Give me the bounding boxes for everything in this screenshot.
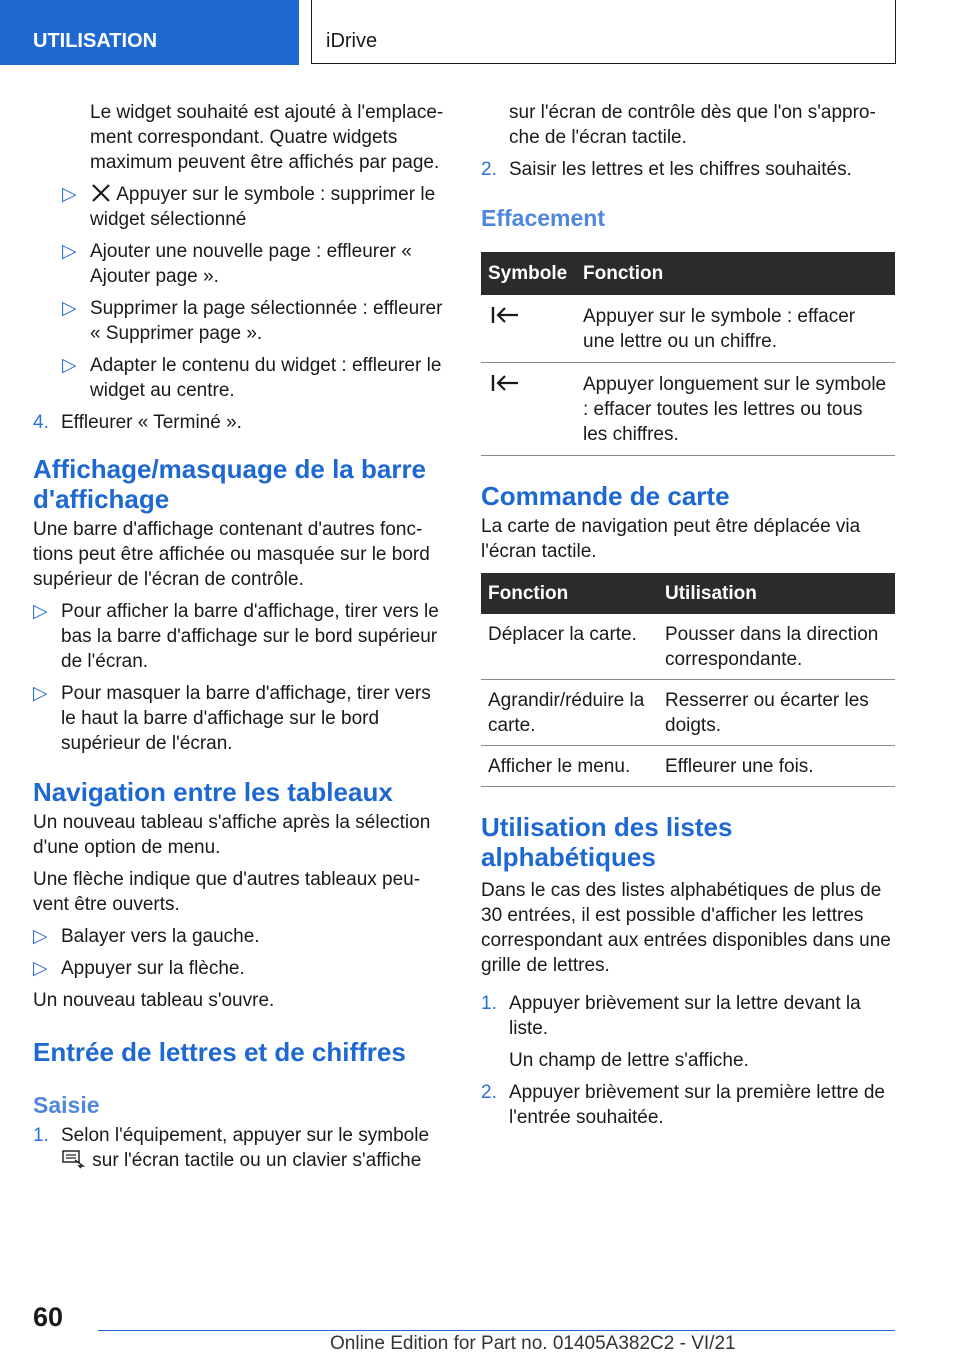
bullet-marker: ▷ [62,298,77,319]
left-column [33,100,448,1173]
bullet-text: Balayer vers la gauche. [61,926,260,947]
bullet-text: Adapter le contenu du widget : effleurer le widget au centre. [90,355,442,401]
table-header-cell: Fonction [481,573,659,614]
table-header-row [481,252,895,295]
table-cell: Agrandir/réduire la carte. [481,680,659,746]
step-text: Selon l'équipement, appuyer sur le symbole [61,1125,430,1146]
step-text: Saisir les lettres et les chiffres souhaités. [509,159,852,180]
bullet-text: Pour masquer la barre d'affichage, tirer vers le haut la barre d'affichage sur le bord supérieur de l'écran. [61,683,431,754]
footer-divider [98,1330,895,1331]
list-item [33,182,448,232]
bullet-marker: ▷ [33,683,48,704]
header-chapter-tab [311,0,896,64]
step-text-continued: sur l'écran tactile ou un clavier s'affiche [92,1150,422,1171]
footer-edition: Online Edition for Part no. 01405A382C2 - VI/21 [330,1333,736,1354]
bullet-text: Ajouter une nouvelle page : effleurer « Ajouter page ». [90,241,412,287]
table-cell: Afficher le menu. [481,746,659,787]
page-number: 60 [33,1302,64,1332]
subheading-effacement: Effacement [481,205,605,231]
bullet-marker: ▷ [33,958,48,979]
table-cell [481,363,577,456]
numbered-step [33,410,448,435]
list-item [33,296,448,346]
carte-table [481,573,895,787]
table-cell: Pousser dans la direction correspondante. [659,614,895,680]
bullet-text: Supprimer la page sélectionnée : effleurer « Supprimer page ». [90,298,443,344]
paragraph: Une flèche indique que d'autres tableaux peuvent être ouverts. [33,869,421,915]
table-header-row [481,573,895,614]
bullet-text: Pour afficher la barre d'affichage, tirer vers le bas la barre d'affichage sur le bord supérieur de l'écran. [61,601,439,672]
section-heading-listes: Utilisation des listes alphabétiques [481,812,733,872]
effacement-table [481,252,895,456]
paragraph: La carte de navigation peut être déplacée via l'écran tactile. [481,516,861,562]
table-row [481,614,895,680]
bullet-text: Appuyer sur le symbole : supprimer le widget sélectionné [90,184,436,230]
step-text: Appuyer brièvement sur la première lettre de l'entrée souhaitée. [509,1082,885,1128]
keyboard-icon [61,1149,87,1169]
step-number: 2. [481,159,497,180]
section-heading-entree: Entrée de lettres et de chiffres [33,1037,406,1067]
step-number: 1. [481,993,497,1014]
table-row [481,363,895,456]
continued-paragraph: sur l'écran de contrôle dès que l'on s'approche de l'écran tactile. [509,102,876,148]
section-heading-carte: Commande de carte [481,481,730,511]
table-header-cell: Utilisation [659,573,895,614]
table-cell: Resserrer ou écarter les doigts. [659,680,895,746]
table-cell: Effleurer une fois. [659,746,895,787]
bullet-marker: ▷ [62,241,77,262]
list-item [33,599,448,674]
table-cell: Appuyer longuement sur le symbole : effacer toutes les lettres ou tous les chiffres. [577,363,895,456]
backspace-arrow-icon [488,372,522,394]
list-item [33,681,448,756]
numbered-step [481,157,895,182]
numbered-step [481,991,895,1041]
step-text: Effleurer « Terminé ». [61,412,242,433]
paragraph: Un nouveau tableau s'ouvre. [33,990,275,1011]
table-row [481,680,895,746]
continued-paragraph: Le widget souhaité est ajouté à l'emplacement correspondant. Quatre widgets maximum peuvent être affichés par page. [90,102,444,173]
numbered-step [33,1123,448,1173]
step-text: Appuyer brièvement sur la lettre devant la liste. [509,993,861,1039]
table-header-cell: Fonction [577,252,895,295]
list-item [33,353,448,403]
bullet-marker: ▷ [33,926,48,947]
list-item [33,956,448,981]
backspace-arrow-icon [488,304,522,326]
close-x-icon [90,183,112,203]
bullet-marker: ▷ [62,184,77,205]
section-heading-affichage: Affichage/masquage de la barre d'affichage [33,454,427,514]
right-column [481,100,895,1130]
table-cell: Déplacer la carte. [481,614,659,680]
table-cell: Appuyer sur le symbole : effacer une lettre ou un chiffre. [577,295,895,363]
header-chapter-label: iDrive [326,30,378,52]
bullet-marker: ▷ [33,601,48,622]
table-row [481,746,895,787]
step-number: 2. [481,1082,497,1103]
section-heading-navigation: Navigation entre les tableaux [33,777,393,807]
list-item [33,239,448,289]
table-row [481,295,895,363]
subheading-saisie: Saisie [33,1092,100,1118]
bullet-text: Appuyer sur la flèche. [61,958,245,979]
paragraph: Dans le cas des listes alphabétiques de plus de 30 entrées, il est possible d'afficher les lettres correspondant aux entrées disponibles dans une grille de lettres. [481,880,891,976]
bullet-marker: ▷ [62,355,77,376]
step-number: 1. [33,1125,49,1146]
numbered-step [481,1080,895,1130]
paragraph: Un nouveau tableau s'affiche après la sélection d'une option de menu. [33,812,431,858]
table-cell [481,295,577,363]
paragraph: Une barre d'affichage contenant d'autres fonctions peut être affichée ou masquée sur le bord supérieur de l'écran de contrôle. [33,519,430,590]
step-subtext: Un champ de lettre s'affiche. [509,1050,749,1071]
list-item [33,924,448,949]
header-section-label: UTILISATION [33,30,158,52]
header-section-tab [0,0,299,65]
table-header-cell: Symbole [481,252,577,295]
step-number: 4. [33,412,49,433]
